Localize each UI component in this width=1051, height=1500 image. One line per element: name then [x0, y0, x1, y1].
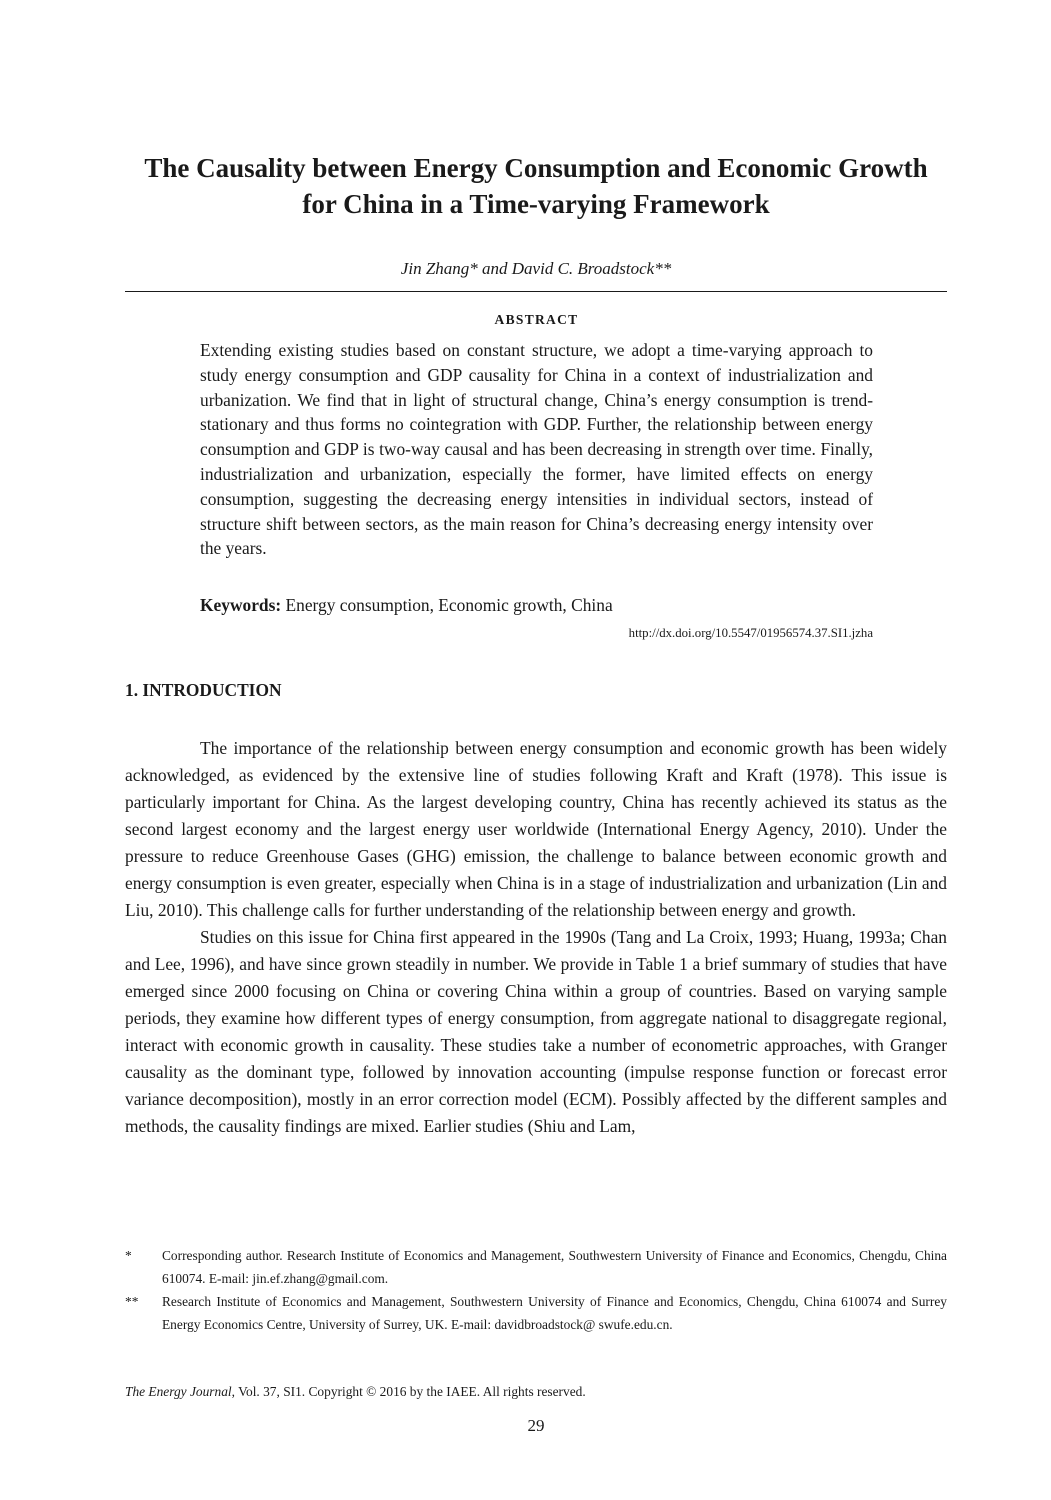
footnote-text: Corresponding author. Research Institute of Economics and Management, Southwestern University of Finance and Economics, Chengdu, China 610074. E-mail: jin.ef.zhang@gmail.com. — [162, 1248, 947, 1286]
section-heading-introduction: 1. INTRODUCTION — [125, 680, 282, 700]
page-number: 29 — [527, 1416, 545, 1435]
title-divider — [125, 291, 947, 292]
author-line: Jin Zhang* and David C. Broadstock** — [400, 259, 672, 278]
copyright-line — [125, 1382, 947, 1402]
footnote-text: Research Institute of Economics and Management, Southwestern University of Finance and Economics, Chengdu, China 610074 and Surrey Energy Economics Centre, University of Surrey, UK. E-mail: davidbroadstock@ swufe.edu.cn. — [162, 1294, 947, 1332]
keywords-label: Keywords: — [200, 595, 282, 615]
introduction-body — [125, 735, 947, 1140]
footnote-mark: ** — [125, 1294, 139, 1309]
paragraph: The importance of the relationship between energy consumption and economic growth has been widely acknowledged, as evidenced by the extensive line of studies following Kraft and Kraft (1978). This issue is particularly important for China. As the largest developing country, China has recently achieved its status as the second largest economy and the largest energy user worldwide (International Energy Agency, 2010). Under the pressure to reduce Greenhouse Gases (GHG) emission, the challenge to balance between economic growth and energy consumption is even greater, especially when China is in a stage of industrialization and urbanization (Lin and Liu, 2010). This challenge calls for further understanding of the relationship between energy and growth. — [125, 738, 947, 920]
paper-title: The Causality between Energy Consumption and Economic Growth for China in a Time-varying Framework — [144, 153, 928, 219]
footnotes — [125, 1244, 947, 1336]
abstract-heading: ABSTRACT — [494, 312, 579, 327]
paragraph: Studies on this issue for China first appeared in the 1990s (Tang and La Croix, 1993; Huang, 1993a; Chan and Lee, 1996), and have since grown steadily in number. We provide in Table 1 a brief summary of studies that have emerged since 2000 focusing on China or covering China within a group of countries. Based on varying sample periods, they examine how different types of energy consumption, from aggregate national to disaggregate regional, interact with economic growth in causality. These studies take a number of econometric approaches, with Granger causality as the dominant type, followed by innovation accounting (impulse response function or forecast error variance decomposition), mostly in an error correction model (ECM). Possibly affected by the different samples and methods, the causality findings are mixed. Earlier studies (Shiu and Lam, — [125, 927, 947, 1136]
journal-name: The Energy Journal — [125, 1384, 232, 1399]
doi-link[interactable]: http://dx.doi.org/10.5547/01956574.37.SI1.jzha — [628, 626, 873, 640]
footnote — [125, 1290, 947, 1336]
abstract-text: Extending existing studies based on constant structure, we adopt a time-varying approach to study energy consumption and GDP causality for China in a context of industrialization and urbanization. We find that in light of structural change, China’s energy consumption is trend-stationary and thus forms no cointegration with GDP. Further, the relationship between energy consumption and GDP is two-way causal and has been decreasing in strength over time. Finally, industrialization and urbanization, especially the former, have limited effects on energy consumption, suggesting the decreasing energy intensities in individual sectors, instead of structure shift between sectors, as the main reason for China’s decreasing energy intensity over the years. — [200, 340, 873, 559]
keywords-line — [200, 593, 873, 617]
copyright-text: , Vol. 37, SI1. Copyright © 2016 by the IAEE. All rights reserved. — [231, 1384, 586, 1399]
footnote — [125, 1244, 947, 1290]
footnote-mark: * — [125, 1248, 132, 1263]
keywords-values: Energy consumption, Economic growth, China — [285, 595, 613, 615]
